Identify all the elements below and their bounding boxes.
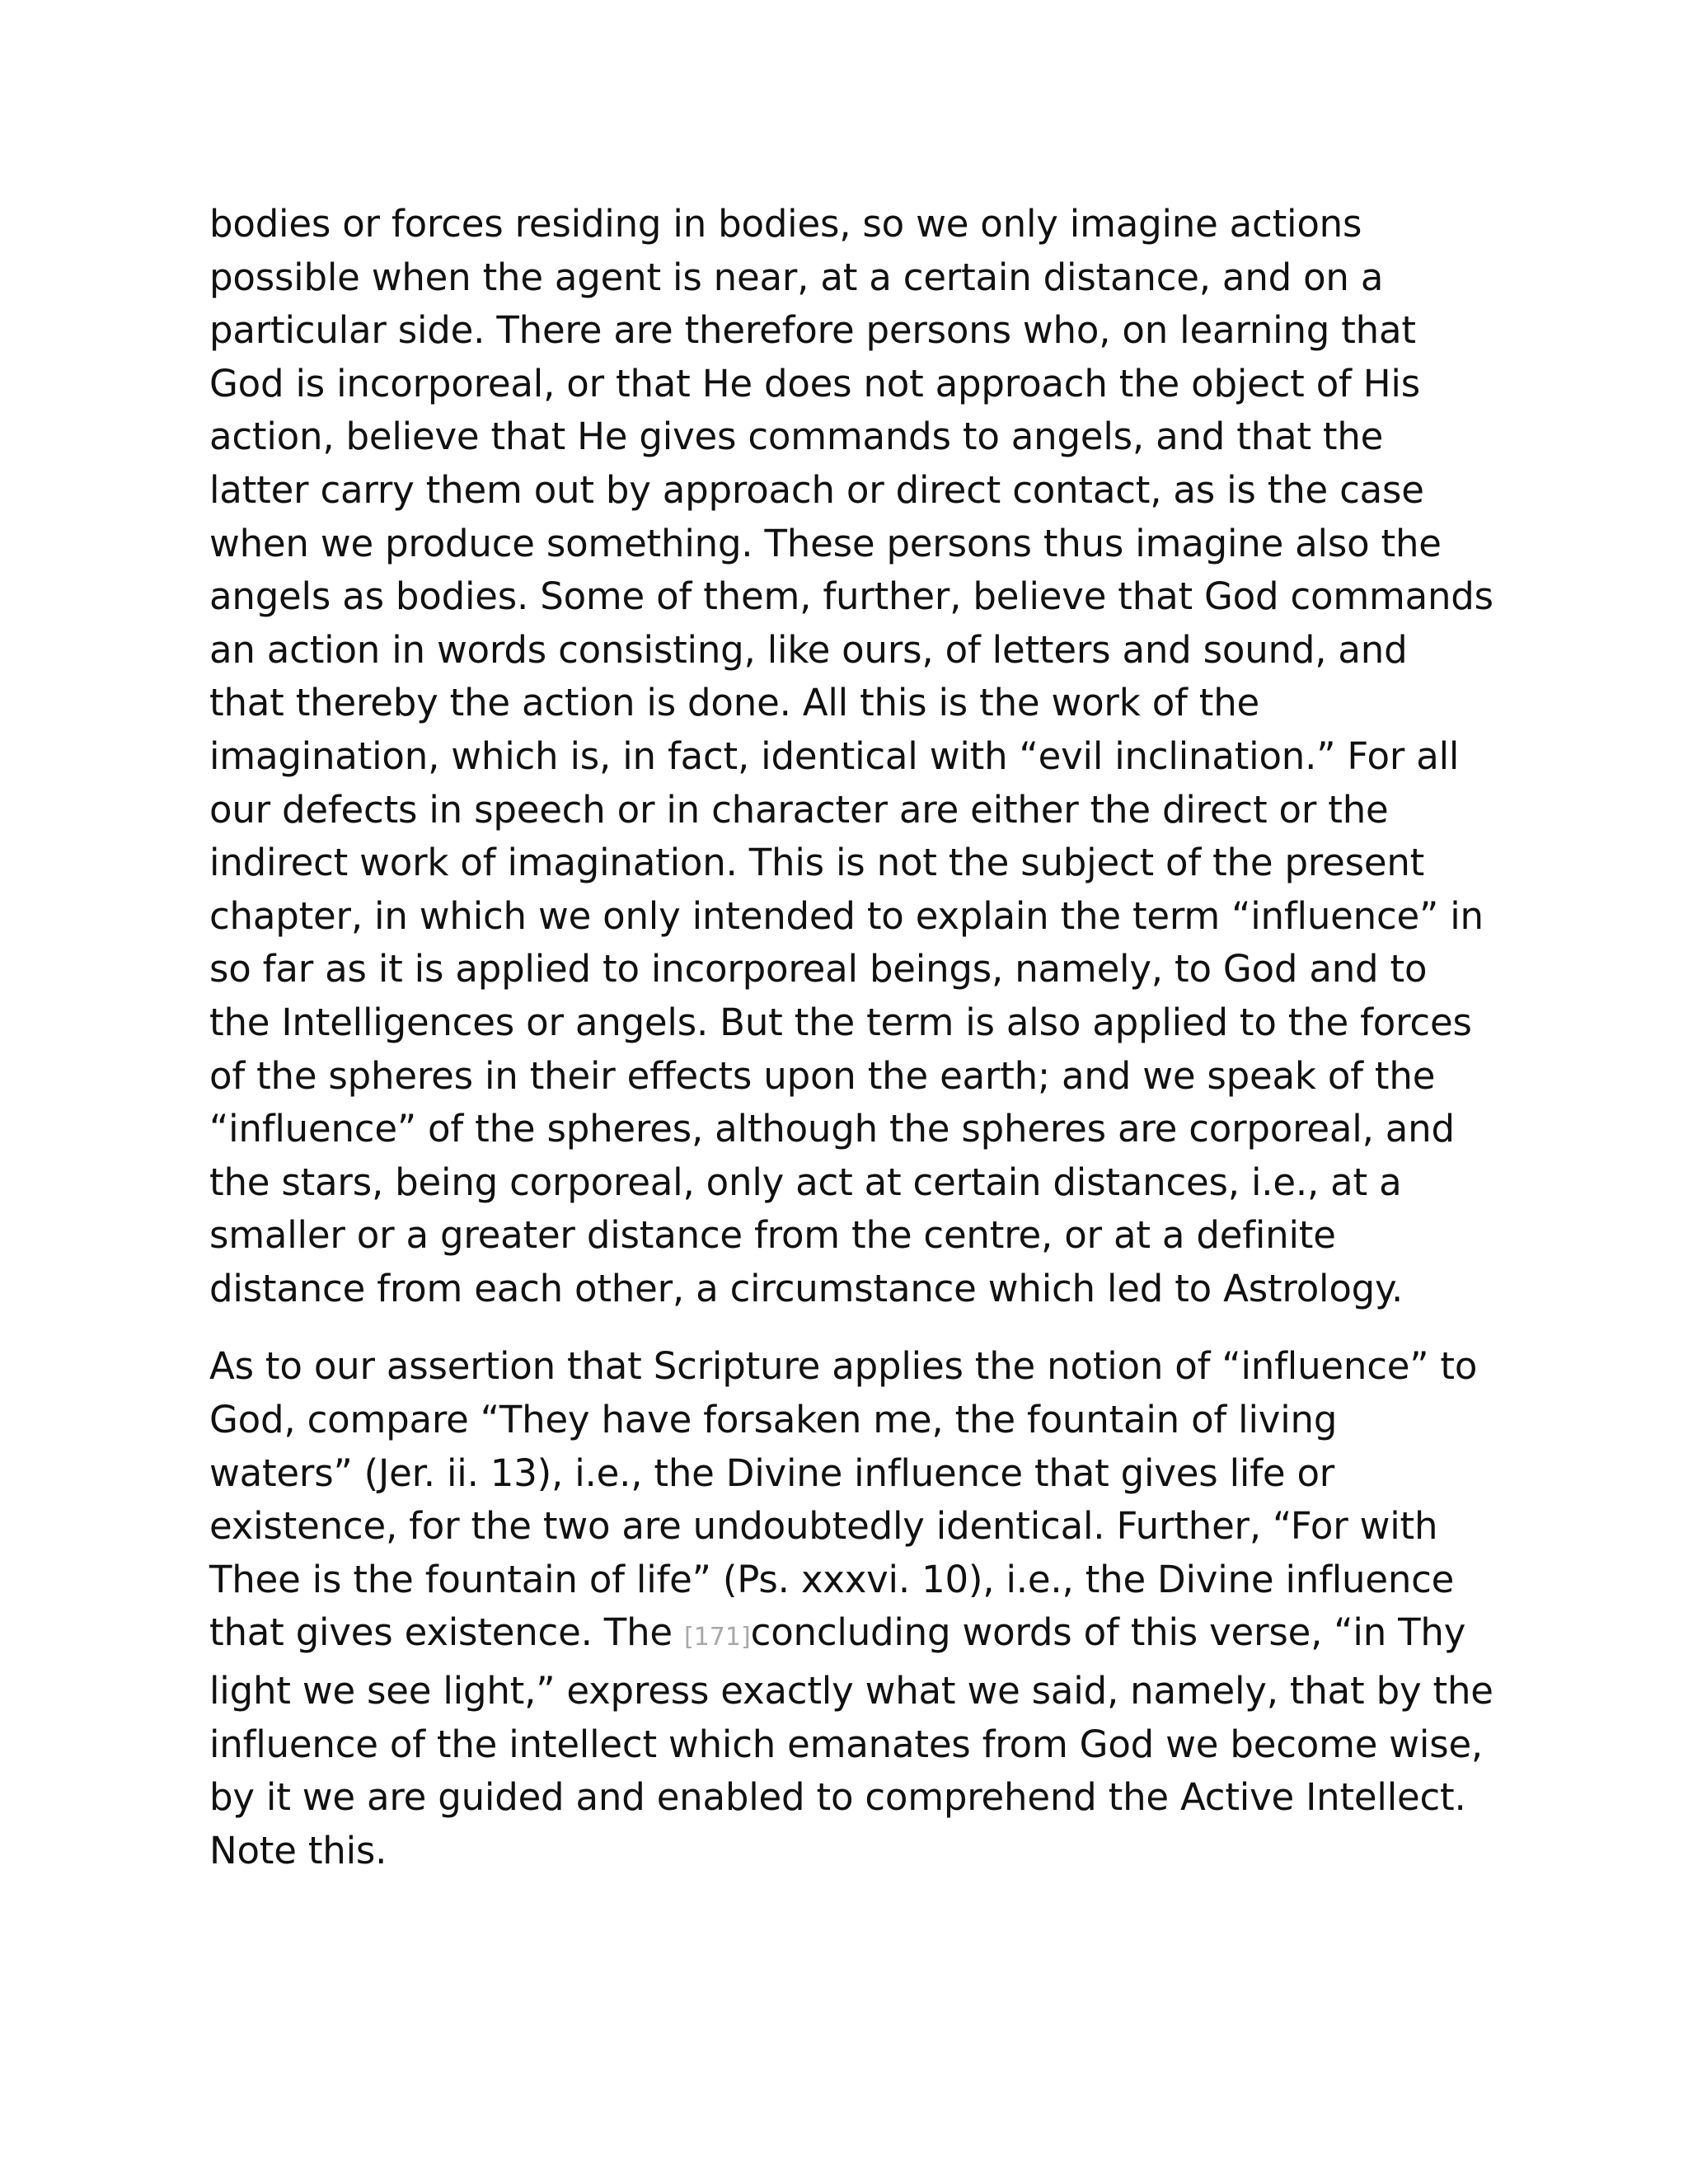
document-page bbox=[209, 198, 1495, 1877]
page-number-marker: [171] bbox=[683, 1623, 751, 1652]
paragraph-1: bodies or forces residing in bodies, so we only imagine actions possible when the agent is near, at a certain distance, and on a particular side. There are therefore persons who, on learning that God is incorporeal, or that He does not approach the object of His action, believe that He gives commands to angels, and that the latter carry them out by approach or direct contact, as is the case when we produce something. These persons thus imagine also the angels as bodies. Some of them, further, believe that God commands an action in words consisting, like ours, of letters and sound, and that thereby the action is done. All this is the work of the imagination, which is, in fact, identical with “evil inclination.” For all our defects in speech or in character are either the direct or the indirect work of imagination. This is not the subject of the present chapter, in which we only intended to explain the term “influence” in so far as it is applied to incorporeal beings, namely, to God and to the Intelligences or angels. But the term is also applied to the forces of the spheres in their effects upon the earth; and we speak of the “influence” of the spheres, although the spheres are corporeal, and the stars, being corporeal, only act at certain distances, i.e., at a smaller or a greater distance from the centre, or at a definite distance from each other, a circumstance which led to Astrology. bbox=[209, 202, 1493, 1310]
paragraph-2-text-after: concluding words of this verse, “in Thy light we see light,” express exactly what we said, namely, that by the influence of the intellect which emanates from God we become wise, by it we are guided and enabled to comprehend the Active Intellect. Note this. bbox=[209, 1610, 1493, 1872]
paragraph-2-text-before: As to our assertion that Scripture applies the notion of “influence” to God, compare “They have forsaken me, the fountain of living waters” (Jer. ii. 13), i.e., the Divine influence that gives life or existence, for the two are undoubtedly identical. Further, “For with Thee is the fountain of life” (Ps. xxxvi. 10), i.e., the Divine influence that gives existence. The bbox=[209, 1344, 1478, 1655]
paragraph-2 bbox=[209, 1340, 1495, 1877]
